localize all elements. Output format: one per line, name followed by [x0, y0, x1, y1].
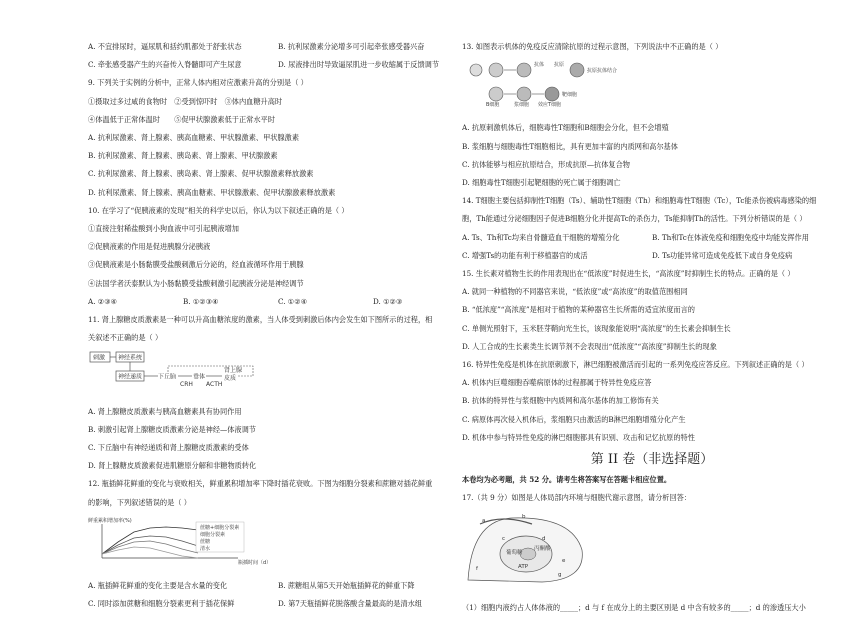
q15-stem: 15. 生长素对植物生长的作用表现出在“低浓度”时促进生长，“高浓度”时抑制生长的特点。正确的是（ ） — [462, 269, 795, 279]
q12-stem-line1: 12. 瓶插鲜花鲜重的变化与衰败相关，鲜重累积增加率下降时插花衰败。下图为细胞分裂素和蔗糖对插花鲜重 — [88, 479, 433, 489]
q14-stem-line1: 14. T细胞主要包括抑制性T细胞（Ts）、辅助性T细胞（Th）和细胞毒性T细胞（Tc），Tc能杀伤被病毒感染的细 — [462, 196, 817, 206]
q16-option-d: D. 机体中参与特异性免疫的淋巴细胞都具有识别、攻击和记忆抗原的特性 — [462, 432, 695, 442]
q11-option-b: B. 刺激引起肾上腺糖皮质激素分泌是神经—体液调节 — [88, 424, 256, 434]
q12-option-a: A. 瓶插鲜花鲜重的变化主要是含水量的变化 — [88, 581, 228, 591]
q13-option-b: B. 浆细胞与细胞毒性T细胞相比，具有更加丰富的内质网和高尔基体 — [462, 141, 678, 151]
q8-options-ab — [88, 38, 468, 56]
q10-option-c: C. ①②④ — [278, 296, 308, 306]
chart-y-label: 鲜重累积增加率(%) — [88, 517, 132, 524]
q12-options-ab — [88, 577, 468, 595]
q16-option-b: B. 抗体的特异性与浆细胞中内质网和高尔基体的加工修饰有关 — [462, 396, 659, 406]
chart-x-label: 瓶插时间（d） — [238, 559, 272, 566]
q17-cell-diagram — [462, 510, 602, 588]
q11-option-c: C. 下丘脑中有神经递质和肾上腺糖皮质激素的受体 — [88, 443, 249, 453]
q17-stem: 17.（共 9 分）如图是人体局部内环境与细胞代谢示意图，请分析回答： — [462, 493, 692, 503]
q9-option-a: A. 抗利尿激素、肾上腺素、胰高血糖素、甲状腺激素、甲状腺激素 — [88, 133, 300, 143]
fig17-label-e: e — [562, 557, 566, 564]
q16-option-c: C. 病原体再次侵入机体后，浆细胞只由激活的B淋巴细胞增殖分化产生 — [462, 414, 686, 424]
q9-item-2: ④体温低于正常体温时 ⑤促甲状腺激素低于正常水平时 — [88, 114, 275, 124]
fig17-label-atp: ATP — [518, 563, 529, 570]
q11-stem-line1: 11. 肾上腺糖皮质激素是一种可以升高血糖浓度的激素，当人体受到刺激后体内会发生如下图所示的过程，相 — [88, 315, 433, 325]
q10-option-a: A. ②③④ — [88, 296, 118, 306]
q9-stem: 9. 下列关于实例的分析中，正常人体内相对应激素升高的分别是（ ） — [88, 78, 308, 88]
legend-4: 清水 — [200, 545, 211, 552]
fig-crh-label: CRH — [180, 381, 193, 389]
fig17-label-d: d — [542, 535, 546, 542]
fig17-label-c: c — [502, 535, 506, 542]
q8-option-b: B. 抗利尿激素分泌增多可引起牵张感受器兴奋 — [278, 42, 425, 51]
q14-option-d: D. Ts功能异常可造成免疫低下或自身免疫病 — [652, 250, 793, 260]
q14-stem-line2: 胞，Th能通过分泌细胞因子促进B细胞分化并提高Tc的杀伤力，Ts能抑制Th的活性。下列分析错误的是（ ） — [462, 214, 807, 224]
fig-hypo-label: 下丘脑 — [158, 373, 177, 381]
fig13-effector: 效应T细胞 — [538, 102, 562, 109]
q16-option-a: A. 机体内巨噬细胞吞噬病原体的过程都属于特异性免疫应答 — [462, 378, 652, 388]
fig13-target: 靶细胞 — [562, 92, 578, 99]
q11-option-a: A. 肾上腺糖皮质激素与胰高血糖素具有协同作用 — [88, 406, 242, 416]
right-column — [462, 38, 842, 617]
fig13-bcell: B细胞 — [486, 102, 500, 109]
legend-3: 蔗糖 — [200, 538, 211, 545]
fig-cortex-label: 皮质 — [224, 375, 237, 383]
q10-options — [88, 293, 468, 311]
q8-option-d: D. 尿液排出时导致逼尿肌进一步收缩属于反馈调节 — [278, 60, 440, 70]
series-water — [102, 547, 198, 558]
q12-option-d: D. 第7天瓶插鲜花脱落酸含量最高的是清水组 — [278, 599, 423, 609]
legend-1: 蔗糖+细胞分裂素 — [200, 524, 240, 531]
q8-option-a: A. 不宜排尿时，逼尿肌和括约肌都处于舒张状态 — [88, 42, 242, 51]
fig-acth-label: ACTH — [206, 381, 223, 389]
q14-option-a: A. Ts、Th和Tc均来自骨髓造血干细胞的增殖分化 — [462, 232, 620, 242]
q16-stem: 16. 特异性免疫是机体在抗原刺激下，淋巴细胞被激活而引起的一系列免疫应答反应。下列叙述正确的是（ ） — [462, 360, 809, 370]
q9-option-b: B. 抗利尿激素、肾上腺素、胰岛素、肾上腺素、甲状腺激素 — [88, 151, 278, 161]
fig-center-label: 神经递质 — [118, 373, 143, 381]
q14-option-c: C. 增强Ts的功能有利于移植器官的成活 — [462, 250, 588, 260]
q11-option-d: D. 肾上腺糖皮质激素促进肌糖原分解和非糖物质转化 — [88, 461, 257, 471]
q8-options-cd — [88, 56, 468, 74]
q15-option-d: D. 人工合成的生长素类生长调节剂不会表现出“低浓度”“高浓度”抑制生长的现象 — [462, 341, 717, 351]
q13-immune-diagram — [462, 58, 682, 108]
q10-item-2: ②促胰液素的作用是促进胰腺分泌胰液 — [88, 242, 211, 252]
q13-stem: 13. 如图表示机体的免疫反应清除抗原的过程示意图，下列说法中不正确的是（ ） — [462, 42, 723, 51]
q12-option-b: B. 蔗糖组从第5天开始瓶插鲜花的鲜重下降 — [278, 581, 415, 591]
fig17-label-a: a — [482, 517, 486, 524]
left-column — [88, 38, 468, 613]
series-sucrose-cytokinin — [102, 527, 198, 554]
q14-options-ab — [462, 229, 842, 247]
fig17-label-pyr: 丙酮酸 — [534, 545, 551, 552]
fig-pit-label: 垂体 — [193, 373, 206, 381]
q10-item-1: ①直接注射稀盐酸到小狗血液中可引起胰液增加 — [88, 224, 239, 234]
fig17-label-b: b — [522, 513, 526, 520]
q10-option-d: D. ①②③ — [373, 296, 403, 306]
fig13-antibody: 抗体 — [534, 62, 545, 69]
fig17-label-glu: 葡萄糖 — [506, 549, 523, 556]
q10-item-3: ③促胰液素是小肠黏膜受盐酸刺激后分泌的，经血液循环作用于胰腺 — [88, 260, 304, 270]
q10-stem: 10. 在学习了“促胰液素的发现”相关的科学史以后，你认为以下叙述正确的是（ ） — [88, 205, 349, 215]
q12-line-chart — [88, 514, 318, 566]
section-note: 本卷均为必考题，共 52 分。请考生将答案写在答题卡相应位置。 — [462, 475, 672, 485]
q13-option-d: D. 细胞毒性T细胞引起靶细胞的死亡属于细胞凋亡 — [462, 178, 621, 188]
q13-option-a: A. 抗原刺激机体后，细胞毒性T细胞和B细胞会分化，但不会增殖 — [462, 123, 669, 133]
q8-option-c: C. 牵张感受器产生的兴奋传入脊髓即可产生尿意 — [88, 60, 242, 70]
q15-option-a: A. 就同一种植物的不同器官来说，“低浓度”或“高浓度”的取值范围相同 — [462, 287, 688, 297]
q11-flow-diagram — [88, 349, 288, 391]
q12-stem-line2: 的影响，下列叙述错误的是（ ） — [88, 497, 191, 507]
q9-option-d: D. 抗利尿激素、肾上腺素、胰高血糖素、甲状腺激素、促甲状腺激素释放激素 — [88, 187, 336, 197]
fig13-plasma: 浆细胞 — [514, 102, 530, 109]
fig-stimulus-label: 刺激 — [93, 354, 106, 362]
q10-option-b: B. ①②③④ — [183, 296, 219, 306]
section-title: 第 II 卷（非选择题） — [590, 452, 714, 468]
q15-option-b: B. “低浓度”“高浓度”是相对于植物的某种器官生长所需的适宜浓度而言的 — [462, 305, 695, 315]
fig17-label-g: g — [558, 571, 562, 578]
q9-item-1: ①摄取过多过咸的食物时 ②受到惊吓时 ③体内血糖升高时 — [88, 96, 283, 106]
fig13-complex: 抗原抗体结合 — [587, 68, 618, 75]
fig-adrenal-label: 肾上腺 — [224, 367, 243, 375]
q10-item-4: ④法国学者沃泰默认为小肠黏膜受盐酸刺激引起胰液分泌是神经调节 — [88, 278, 304, 288]
q17-sub1: （1）细胞内液约占人体体液的_____；d 与 f 在成分上的主要区别是 d 中含有较多的_____；d 的渗透压大小 — [462, 602, 806, 612]
q14-options-cd — [462, 247, 842, 265]
q12-option-c: C. 同时添加蔗糖和细胞分裂素更利于插花保鲜 — [88, 599, 235, 609]
legend-2: 细胞分裂素 — [200, 531, 226, 538]
q9-option-c: C. 抗利尿激素、肾上腺素、胰岛素、肾上腺素、促甲状腺激素释放激素 — [88, 169, 314, 179]
fig13-antigen: 抗原 — [554, 62, 565, 69]
q14-option-b: B. Th和Tc在体液免疫和细胞免疫中均能发挥作用 — [652, 232, 809, 242]
fig-nerve-label: 神经系统 — [118, 354, 143, 362]
series-cytokinin — [102, 536, 198, 554]
q11-stem-line2: 关叙述不正确的是（ ） — [88, 333, 163, 343]
q12-options-cd — [88, 595, 468, 613]
q15-option-c: C. 单侧光照射下，玉米胚芽鞘向光生长，该现象能说明“高浓度”的生长素会抑制生长 — [462, 323, 731, 333]
fig17-label-f: f — [476, 565, 478, 572]
q13-option-c: C. 抗体能够与相应抗原结合，形成抗原—抗体复合物 — [462, 159, 630, 169]
